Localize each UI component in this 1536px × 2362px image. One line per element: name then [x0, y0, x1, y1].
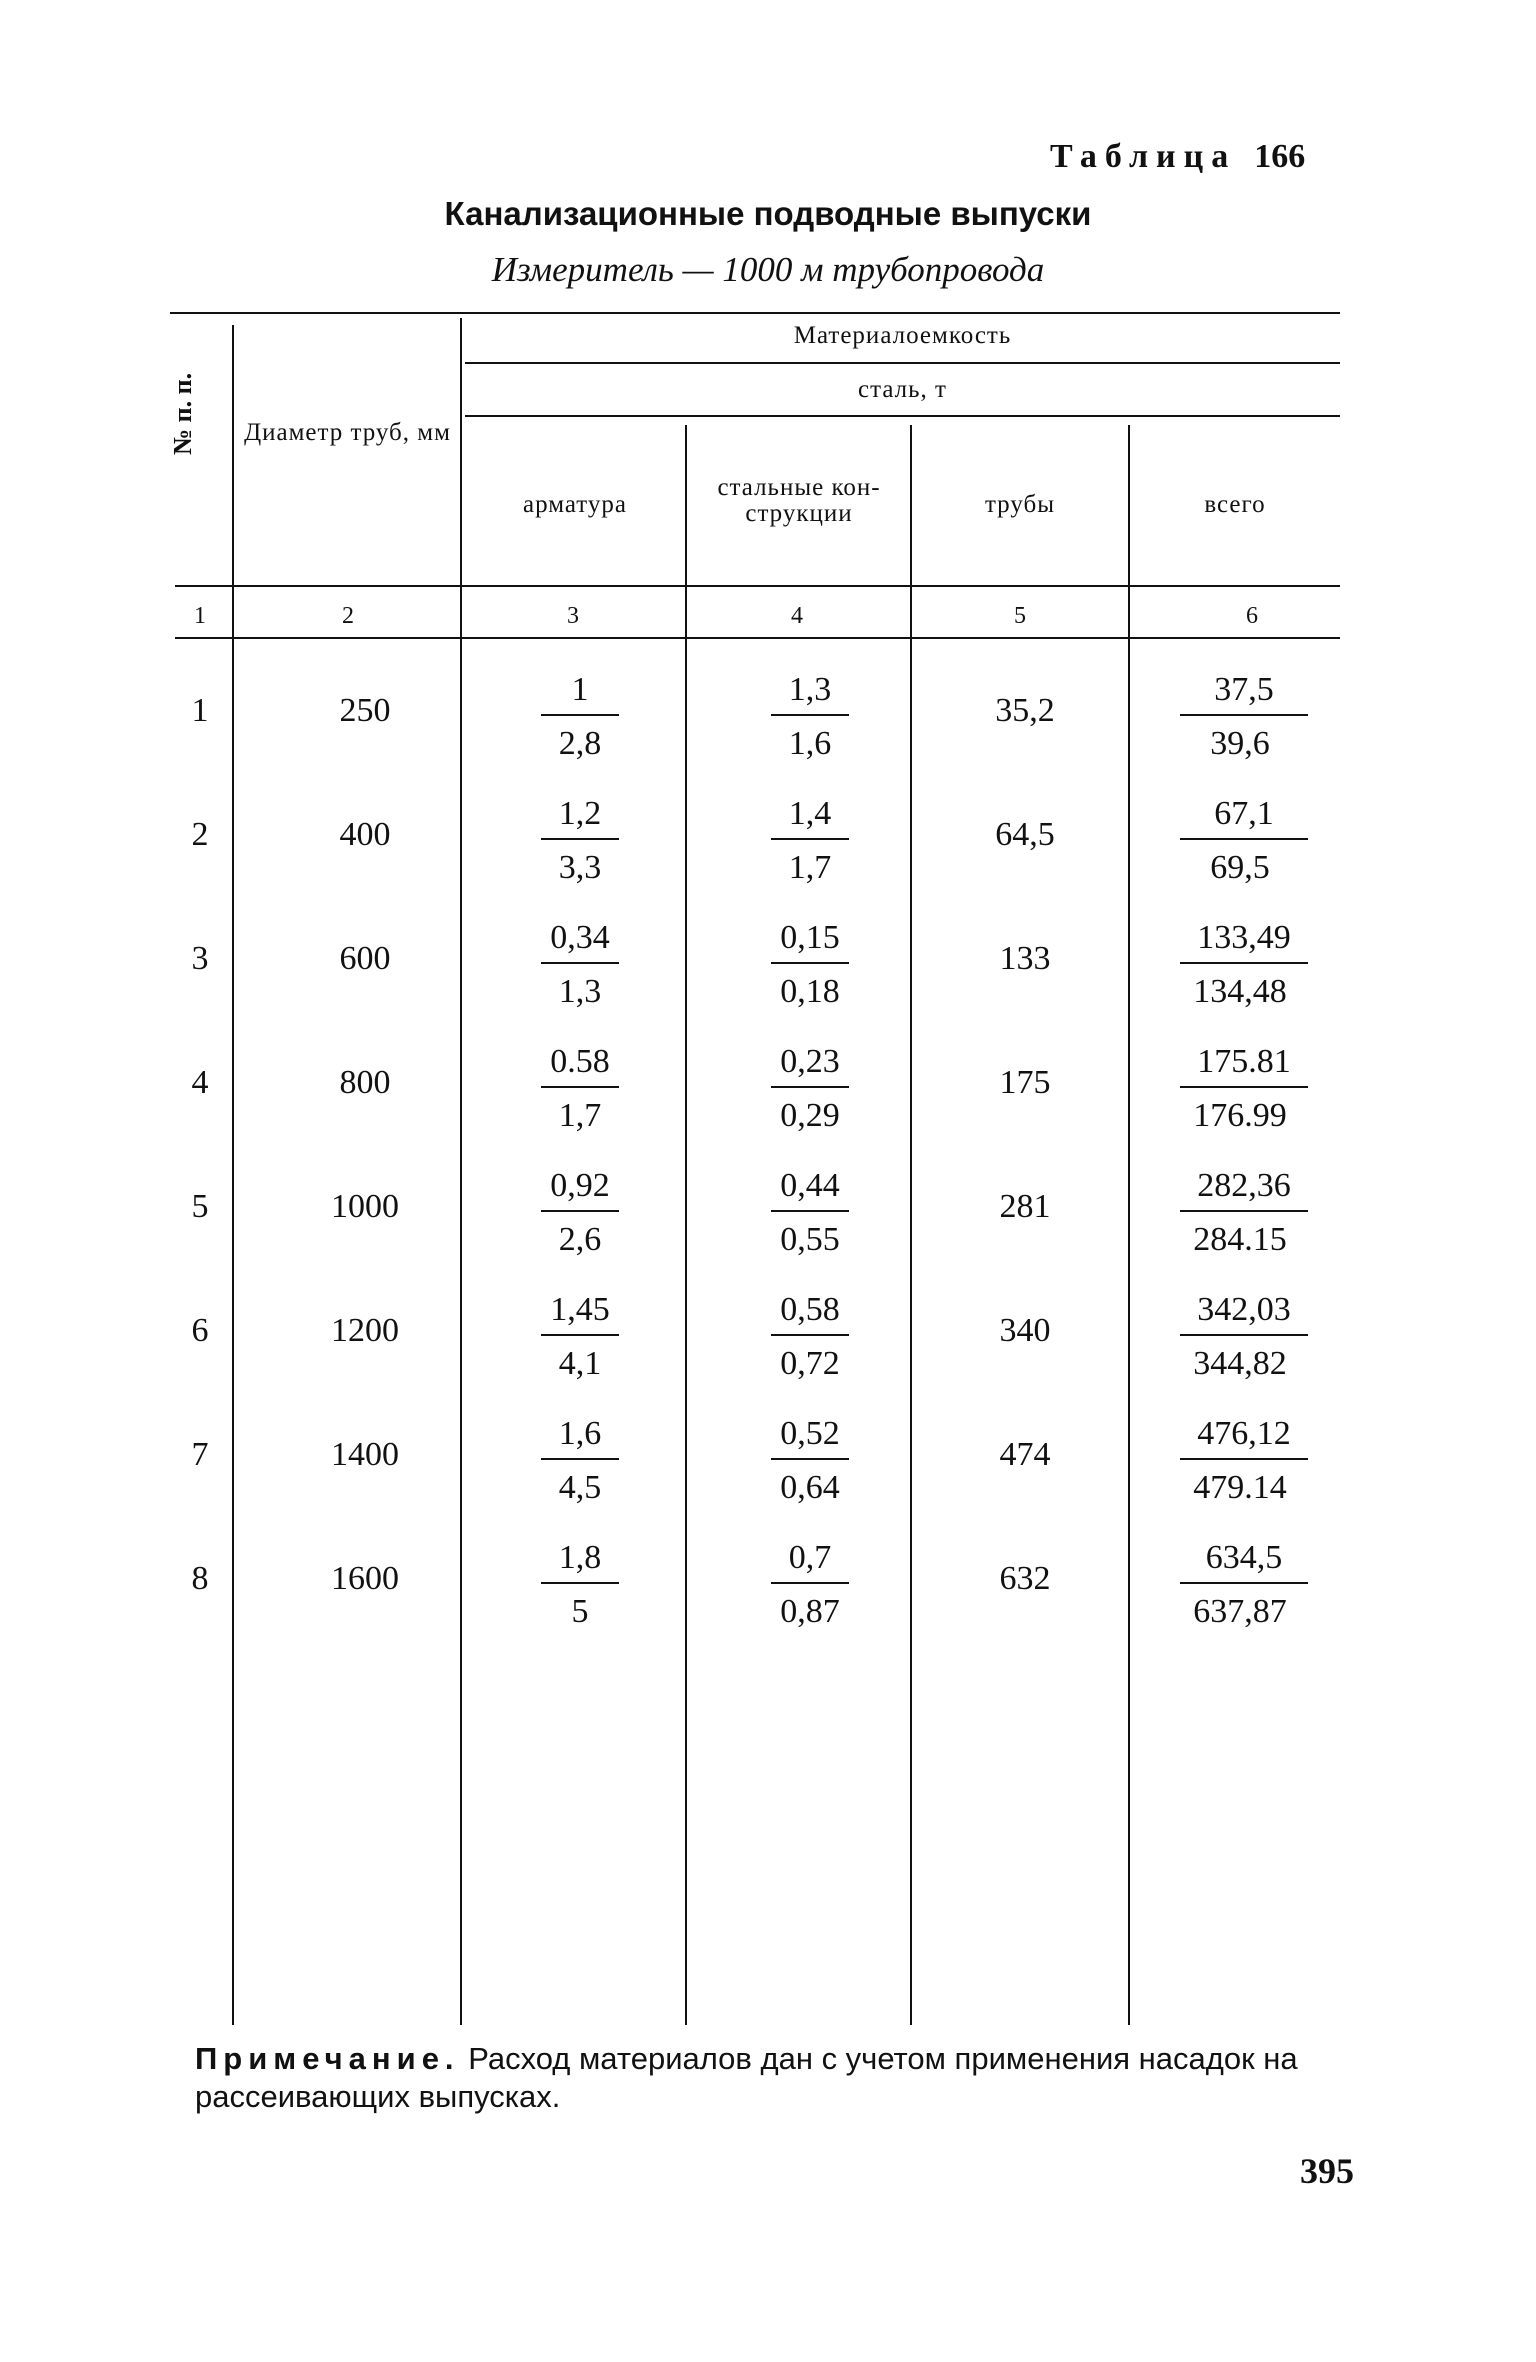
total-fraction-numerator: 476,12 [1180, 1414, 1308, 1460]
armatura-fraction [520, 670, 640, 766]
total-fraction-denominator: 69,5 [1210, 849, 1270, 886]
total-fraction [1180, 1166, 1300, 1262]
row-number: 6 [191, 1312, 209, 1349]
header-material-group: Материалоемкость [793, 322, 1012, 349]
column-number: 4 [791, 603, 803, 629]
armatura-fraction-numerator: 0,92 [541, 1166, 619, 1212]
diameter-cell: 400 [339, 816, 391, 853]
armatura-fraction-denominator: 3,3 [558, 849, 602, 886]
total-fraction-denominator: 176.99 [1193, 1097, 1287, 1134]
armatura-fraction-numerator: 1 [541, 670, 619, 716]
header-steel-structures: стальные кон-струкции [717, 474, 881, 527]
armatura-fraction-numerator: 1,8 [541, 1538, 619, 1584]
steel-structures-fraction-numerator: 1,3 [771, 670, 849, 716]
armatura-fraction-denominator: 1,7 [558, 1097, 602, 1134]
header-bottom-rule [175, 585, 1340, 587]
total-fraction [1180, 670, 1300, 766]
steel-structures-fraction-numerator: 0,15 [771, 918, 849, 964]
pipes-cell: 474 [999, 1436, 1051, 1473]
table-number: 166 [1254, 138, 1306, 175]
steel-structures-fraction-numerator: 1,4 [771, 794, 849, 840]
diameter-cell: 250 [339, 692, 391, 729]
header-diameter: Диаметр труб, мм [244, 419, 451, 446]
numbers-bottom-rule [175, 637, 1340, 639]
header-npp: № п. п. [168, 372, 197, 455]
armatura-fraction-numerator: 0,34 [541, 918, 619, 964]
footnote [195, 2040, 1375, 2116]
pipes-cell: 632 [999, 1560, 1051, 1597]
steel-structures-fraction-denominator: 0,72 [780, 1345, 840, 1382]
table-subtitle: Измеритель — 1000 м трубопровода [491, 250, 1045, 289]
steel-structures-fraction-numerator: 0,23 [771, 1042, 849, 1088]
row-number: 8 [191, 1560, 209, 1597]
row-number: 7 [191, 1436, 209, 1473]
armatura-fraction-denominator: 2,8 [558, 725, 602, 762]
armatura-fraction [520, 794, 640, 890]
row-number: 5 [191, 1188, 209, 1225]
diameter-cell: 600 [339, 940, 391, 977]
armatura-fraction [520, 1538, 640, 1634]
table-label [1050, 138, 1305, 176]
armatura-fraction-numerator: 1,6 [541, 1414, 619, 1460]
armatura-fraction-denominator: 4,5 [558, 1469, 602, 1506]
material-rule [465, 362, 1340, 364]
steel-structures-fraction-denominator: 0,87 [780, 1593, 840, 1630]
column-number: 3 [567, 603, 579, 629]
steel-structures-fraction-numerator: 0,44 [771, 1166, 849, 1212]
header-total: всего [1204, 491, 1266, 518]
diameter-cell: 1600 [331, 1560, 399, 1597]
armatura-fraction-denominator: 5 [571, 1593, 589, 1630]
total-fraction-numerator: 175.81 [1180, 1042, 1308, 1088]
diameter-cell: 800 [339, 1064, 391, 1101]
pipes-cell: 133 [999, 940, 1051, 977]
steel-structures-fraction-denominator: 1,7 [788, 849, 832, 886]
column-number: 5 [1014, 603, 1026, 629]
table-label-word: Таблица [1050, 138, 1237, 175]
total-fraction-denominator: 39,6 [1210, 725, 1270, 762]
steel-structures-fraction [750, 794, 870, 890]
steel-structures-fraction [750, 1290, 870, 1386]
total-fraction-denominator: 134,48 [1193, 973, 1287, 1010]
total-fraction-numerator: 133,49 [1180, 918, 1308, 964]
total-fraction-numerator: 37,5 [1180, 670, 1308, 716]
row-number: 4 [191, 1064, 209, 1101]
column-number: 2 [342, 603, 354, 629]
armatura-fraction-denominator: 1,3 [558, 973, 602, 1010]
col-divider-4 [910, 425, 912, 2025]
armatura-fraction-numerator: 0.58 [541, 1042, 619, 1088]
steel-structures-fraction [750, 1166, 870, 1262]
total-fraction [1180, 794, 1300, 890]
total-fraction-numerator: 634,5 [1180, 1538, 1308, 1584]
row-number: 1 [191, 692, 209, 729]
col-divider-3 [685, 425, 687, 2025]
column-number: 6 [1246, 603, 1258, 629]
col-divider-2 [460, 318, 462, 2025]
steel-structures-fraction [750, 1414, 870, 1510]
armatura-fraction [520, 1414, 640, 1510]
col-divider-1 [232, 325, 234, 2025]
steel-structures-fraction [750, 1042, 870, 1138]
total-fraction-denominator: 284.15 [1193, 1221, 1287, 1258]
total-fraction-denominator: 344,82 [1193, 1345, 1287, 1382]
pipes-cell: 281 [999, 1188, 1051, 1225]
total-fraction [1180, 918, 1300, 1014]
total-fraction-numerator: 67,1 [1180, 794, 1308, 840]
steel-structures-fraction [750, 670, 870, 766]
header-steel-group: сталь, т [858, 376, 947, 403]
steel-structures-fraction-denominator: 0,18 [780, 973, 840, 1010]
steel-structures-fraction-numerator: 0,52 [771, 1414, 849, 1460]
total-fraction-numerator: 342,03 [1180, 1290, 1308, 1336]
armatura-fraction-numerator: 1,2 [541, 794, 619, 840]
diameter-cell: 1200 [331, 1312, 399, 1349]
steel-structures-fraction-numerator: 0,58 [771, 1290, 849, 1336]
steel-structures-fraction [750, 1538, 870, 1634]
pipes-cell: 175 [999, 1064, 1051, 1101]
steel-structures-fraction-denominator: 0,55 [780, 1221, 840, 1258]
footnote-lead: Примечание. [195, 2041, 460, 2076]
steel-structures-fraction-denominator: 0,64 [780, 1469, 840, 1506]
pipes-cell: 64,5 [995, 816, 1055, 853]
footnote-text: Расход материалов дан с учетом применения насадок на рассеивающих выпусках. [195, 2041, 1298, 2114]
armatura-fraction-numerator: 1,45 [541, 1290, 619, 1336]
col-divider-5 [1128, 425, 1130, 2025]
steel-rule [465, 415, 1340, 417]
steel-structures-fraction-denominator: 1,6 [788, 725, 832, 762]
row-number: 2 [191, 816, 209, 853]
header-pipes: трубы [984, 491, 1056, 518]
total-fraction-denominator: 479.14 [1193, 1469, 1287, 1506]
pipes-cell: 35,2 [995, 692, 1055, 729]
steel-structures-fraction-numerator: 0,7 [771, 1538, 849, 1584]
armatura-fraction [520, 1290, 640, 1386]
diameter-cell: 1400 [331, 1436, 399, 1473]
table-title: Канализационные подводные выпуски [444, 195, 1092, 232]
total-fraction [1180, 1290, 1300, 1386]
armatura-fraction [520, 918, 640, 1014]
page-number: 395 [1300, 2151, 1354, 2191]
total-fraction [1180, 1042, 1300, 1138]
total-fraction-numerator: 282,36 [1180, 1166, 1308, 1212]
row-number: 3 [191, 940, 209, 977]
steel-structures-fraction [750, 918, 870, 1014]
armatura-fraction [520, 1166, 640, 1262]
column-number: 1 [194, 603, 206, 629]
diameter-cell: 1000 [331, 1188, 399, 1225]
armatura-fraction [520, 1042, 640, 1138]
header-armatura: арматура [522, 491, 627, 518]
pipes-cell: 340 [999, 1312, 1051, 1349]
total-fraction [1180, 1414, 1300, 1510]
armatura-fraction-denominator: 4,1 [558, 1345, 602, 1382]
total-fraction [1180, 1538, 1300, 1634]
steel-structures-fraction-denominator: 0,29 [780, 1097, 840, 1134]
total-fraction-denominator: 637,87 [1193, 1593, 1287, 1630]
armatura-fraction-denominator: 2,6 [558, 1221, 602, 1258]
table-top-rule [170, 312, 1340, 314]
